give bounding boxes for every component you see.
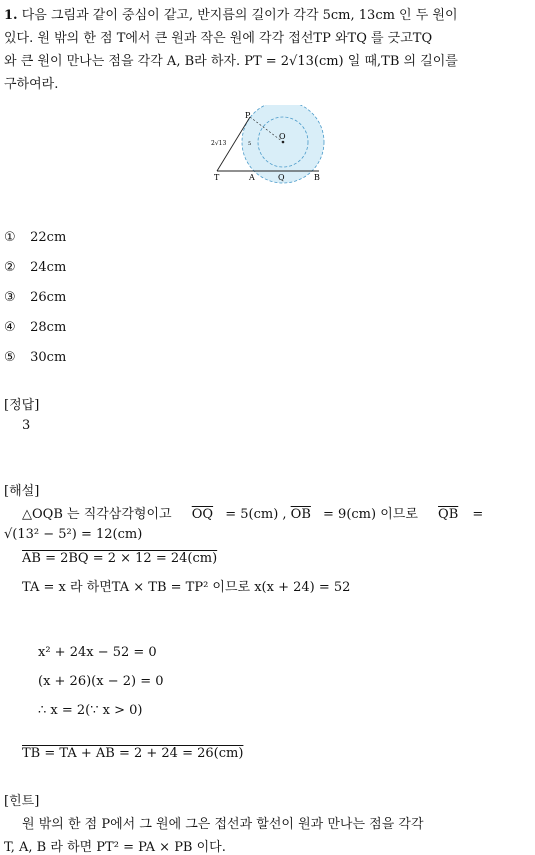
answer-header: [정답] <box>4 398 40 413</box>
choice-2[interactable] <box>4 260 66 275</box>
center-point <box>282 141 285 144</box>
choice-5-text: 30cm <box>30 350 67 365</box>
choice-4-number: ④ <box>4 320 16 335</box>
segment-ob: $\overline{OB}$ <box>290 507 311 522</box>
choice-1-number: ① <box>4 230 16 245</box>
solution-header: [해설] <box>4 484 40 499</box>
label-a: A <box>249 173 255 182</box>
solution-final: TB = TA + AB = 2 + 24 = 26(cm) <box>22 746 244 761</box>
solution-line-3: AB = 2BQ = 2 × 12 = 24(cm) <box>22 551 218 566</box>
choice-5[interactable] <box>4 350 66 365</box>
equation-1: x² + 24x − 52 = 0 <box>38 645 157 660</box>
question-line-4: 구하여라. <box>4 77 59 92</box>
choice-3-number: ③ <box>4 290 16 305</box>
choice-5-number: ⑤ <box>4 350 16 365</box>
label-pt-length: 2√13 <box>211 140 227 147</box>
choice-2-text: 24cm <box>30 260 67 275</box>
hint-line-2: T, A, B 라 하면 PT² = PA × PB 이다. <box>4 840 226 855</box>
solution-text-1g: = <box>472 507 484 522</box>
answer-value: 3 <box>22 418 31 433</box>
choice-4-text: 28cm <box>30 320 67 335</box>
hint-header: [힌트] <box>4 794 40 809</box>
label-b: B <box>314 173 320 182</box>
question-line-3: 와 큰 원이 만나는 점을 각각 A, B라 하자. PT = 2√13(cm) 일 때,TB 의 길이를 <box>4 54 458 69</box>
label-q: Q <box>278 173 285 182</box>
segment-qb: $\overline{QB}$ <box>438 507 459 522</box>
label-t: T <box>214 173 220 182</box>
label-radius: 5 <box>248 141 252 147</box>
choice-1[interactable] <box>4 230 66 245</box>
choice-1-text: 22cm <box>30 230 67 245</box>
question-text-1: 다음 그림과 같이 중심이 같고, 반지름의 길이가 각각 5cm, 13cm 인 두 원이 <box>21 8 458 23</box>
solution-text-1a: △OQB 는 직각삼각형이고 <box>22 507 172 522</box>
question-number: 1. <box>4 8 18 23</box>
choice-2-number: ② <box>4 260 16 275</box>
equation-3: ∴ x = 2(∵ x > 0) <box>38 703 143 718</box>
question-line-1 <box>4 4 458 23</box>
label-p: P <box>245 111 251 120</box>
solution-line-4: TA = x 라 하면TA × TB = TP² 이므로 x(x + 24) = 52 <box>22 580 351 595</box>
geometry-figure <box>205 105 335 185</box>
solution-text-1c: = 5(cm) , <box>225 507 287 522</box>
choice-3-text: 26cm <box>30 290 67 305</box>
solution-line-2: √(13² − 5²) = 12(cm) <box>4 527 143 542</box>
choice-4[interactable] <box>4 320 66 335</box>
question-line-2: 있다. 원 밖의 한 점 T에서 큰 원과 작은 원에 각각 접선TP 와TQ 를 긋고TQ <box>4 31 433 46</box>
segment-oq: $\overline{OQ}$ <box>191 507 214 522</box>
choice-3[interactable] <box>4 290 66 305</box>
solution-line-1 <box>22 503 533 522</box>
label-o: O <box>279 132 286 141</box>
equation-2: (x + 26)(x − 2) = 0 <box>38 674 164 689</box>
solution-text-1e: = 9(cm) 이므로 <box>323 507 418 522</box>
hint-line-1: 원 밖의 한 점 P에서 그 원에 그은 접선과 할선이 원과 만나는 점을 각각 <box>22 817 424 832</box>
